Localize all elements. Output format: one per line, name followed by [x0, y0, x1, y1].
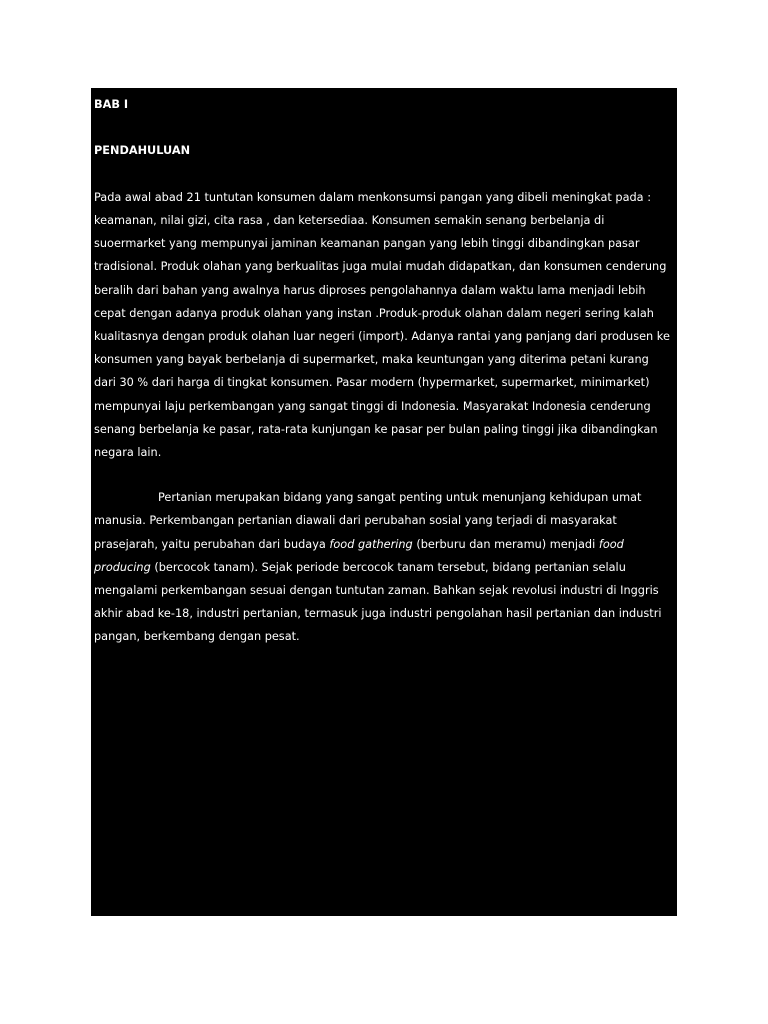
- paragraph-2-italic-1: food gathering: [329, 537, 413, 551]
- paragraph-2-text-2: (berburu dan meramu) menjadi: [412, 537, 599, 551]
- paragraph-2-text-3: (bercocok tanam). Sejak periode bercocok tanam tersebut, bidang pertanian selalu mengalami perkembangan sesuai dengan tuntutan zaman. Bahkan sejak revolusi industri di Inggris akhir abad ke-18, industri pertanian, termasuk juga industri pengolahan hasil pertanian dan industri pangan, berkembang dengan pesat.: [94, 560, 662, 644]
- paragraph-1: Pada awal abad 21 tuntutan konsumen dalam menkonsumsi pangan yang dibeli meningkat pada : keamanan, nilai gizi, cita rasa , dan ketersediaa. Konsumen semakin senang berbelanja di suoermarket yang mempunyai jaminan keamanan pangan yang lebih tinggi dibandingkan pasar tradisional. Produk olahan yang berkualitas juga mulai mudah didapatkan, dan konsumen cenderung beralih dari bahan yang awalnya harus diproses pengolahannya dalam waktu lama menjadi lebih cepat dengan adanya produk olahan yang instan .Produk-produk olahan dalam negeri sering kalah kualitasnya dengan produk olahan luar negeri (import). Adanya rantai yang panjang dari produsen ke konsumen yang bayak berbelanja di supermarket, maka keuntungan yang diterima petani kurang dari 30 % dari harga di tingkat konsumen. Pasar modern (hypermarket, supermarket, minimarket) mempunyai laju perkembangan yang sangat tinggi di Indonesia. Masyarakat Indonesia cenderung senang berbelanja ke pasar, rata-rata kunjungan ke pasar per bulan paling tinggi jika dibandingkan negara lain.: [94, 190, 670, 460]
- paragraph-2-text-1: Pertanian merupakan bidang yang sangat penting untuk menunjang kehidupan umat manusia. Perkembangan pertanian diawali dari perubahan sosial yang terjadi di masyarakat prasejarah, yaitu perubahan dari budaya: [94, 491, 642, 551]
- document-page: [91, 88, 677, 916]
- document-body: [94, 93, 674, 649]
- chapter-heading: PENDAHULUAN: [94, 144, 191, 158]
- paragraph-2: [94, 486, 674, 648]
- chapter-label: BAB I: [94, 98, 129, 111]
- paragraph-2-italic-2: food producing: [94, 537, 624, 574]
